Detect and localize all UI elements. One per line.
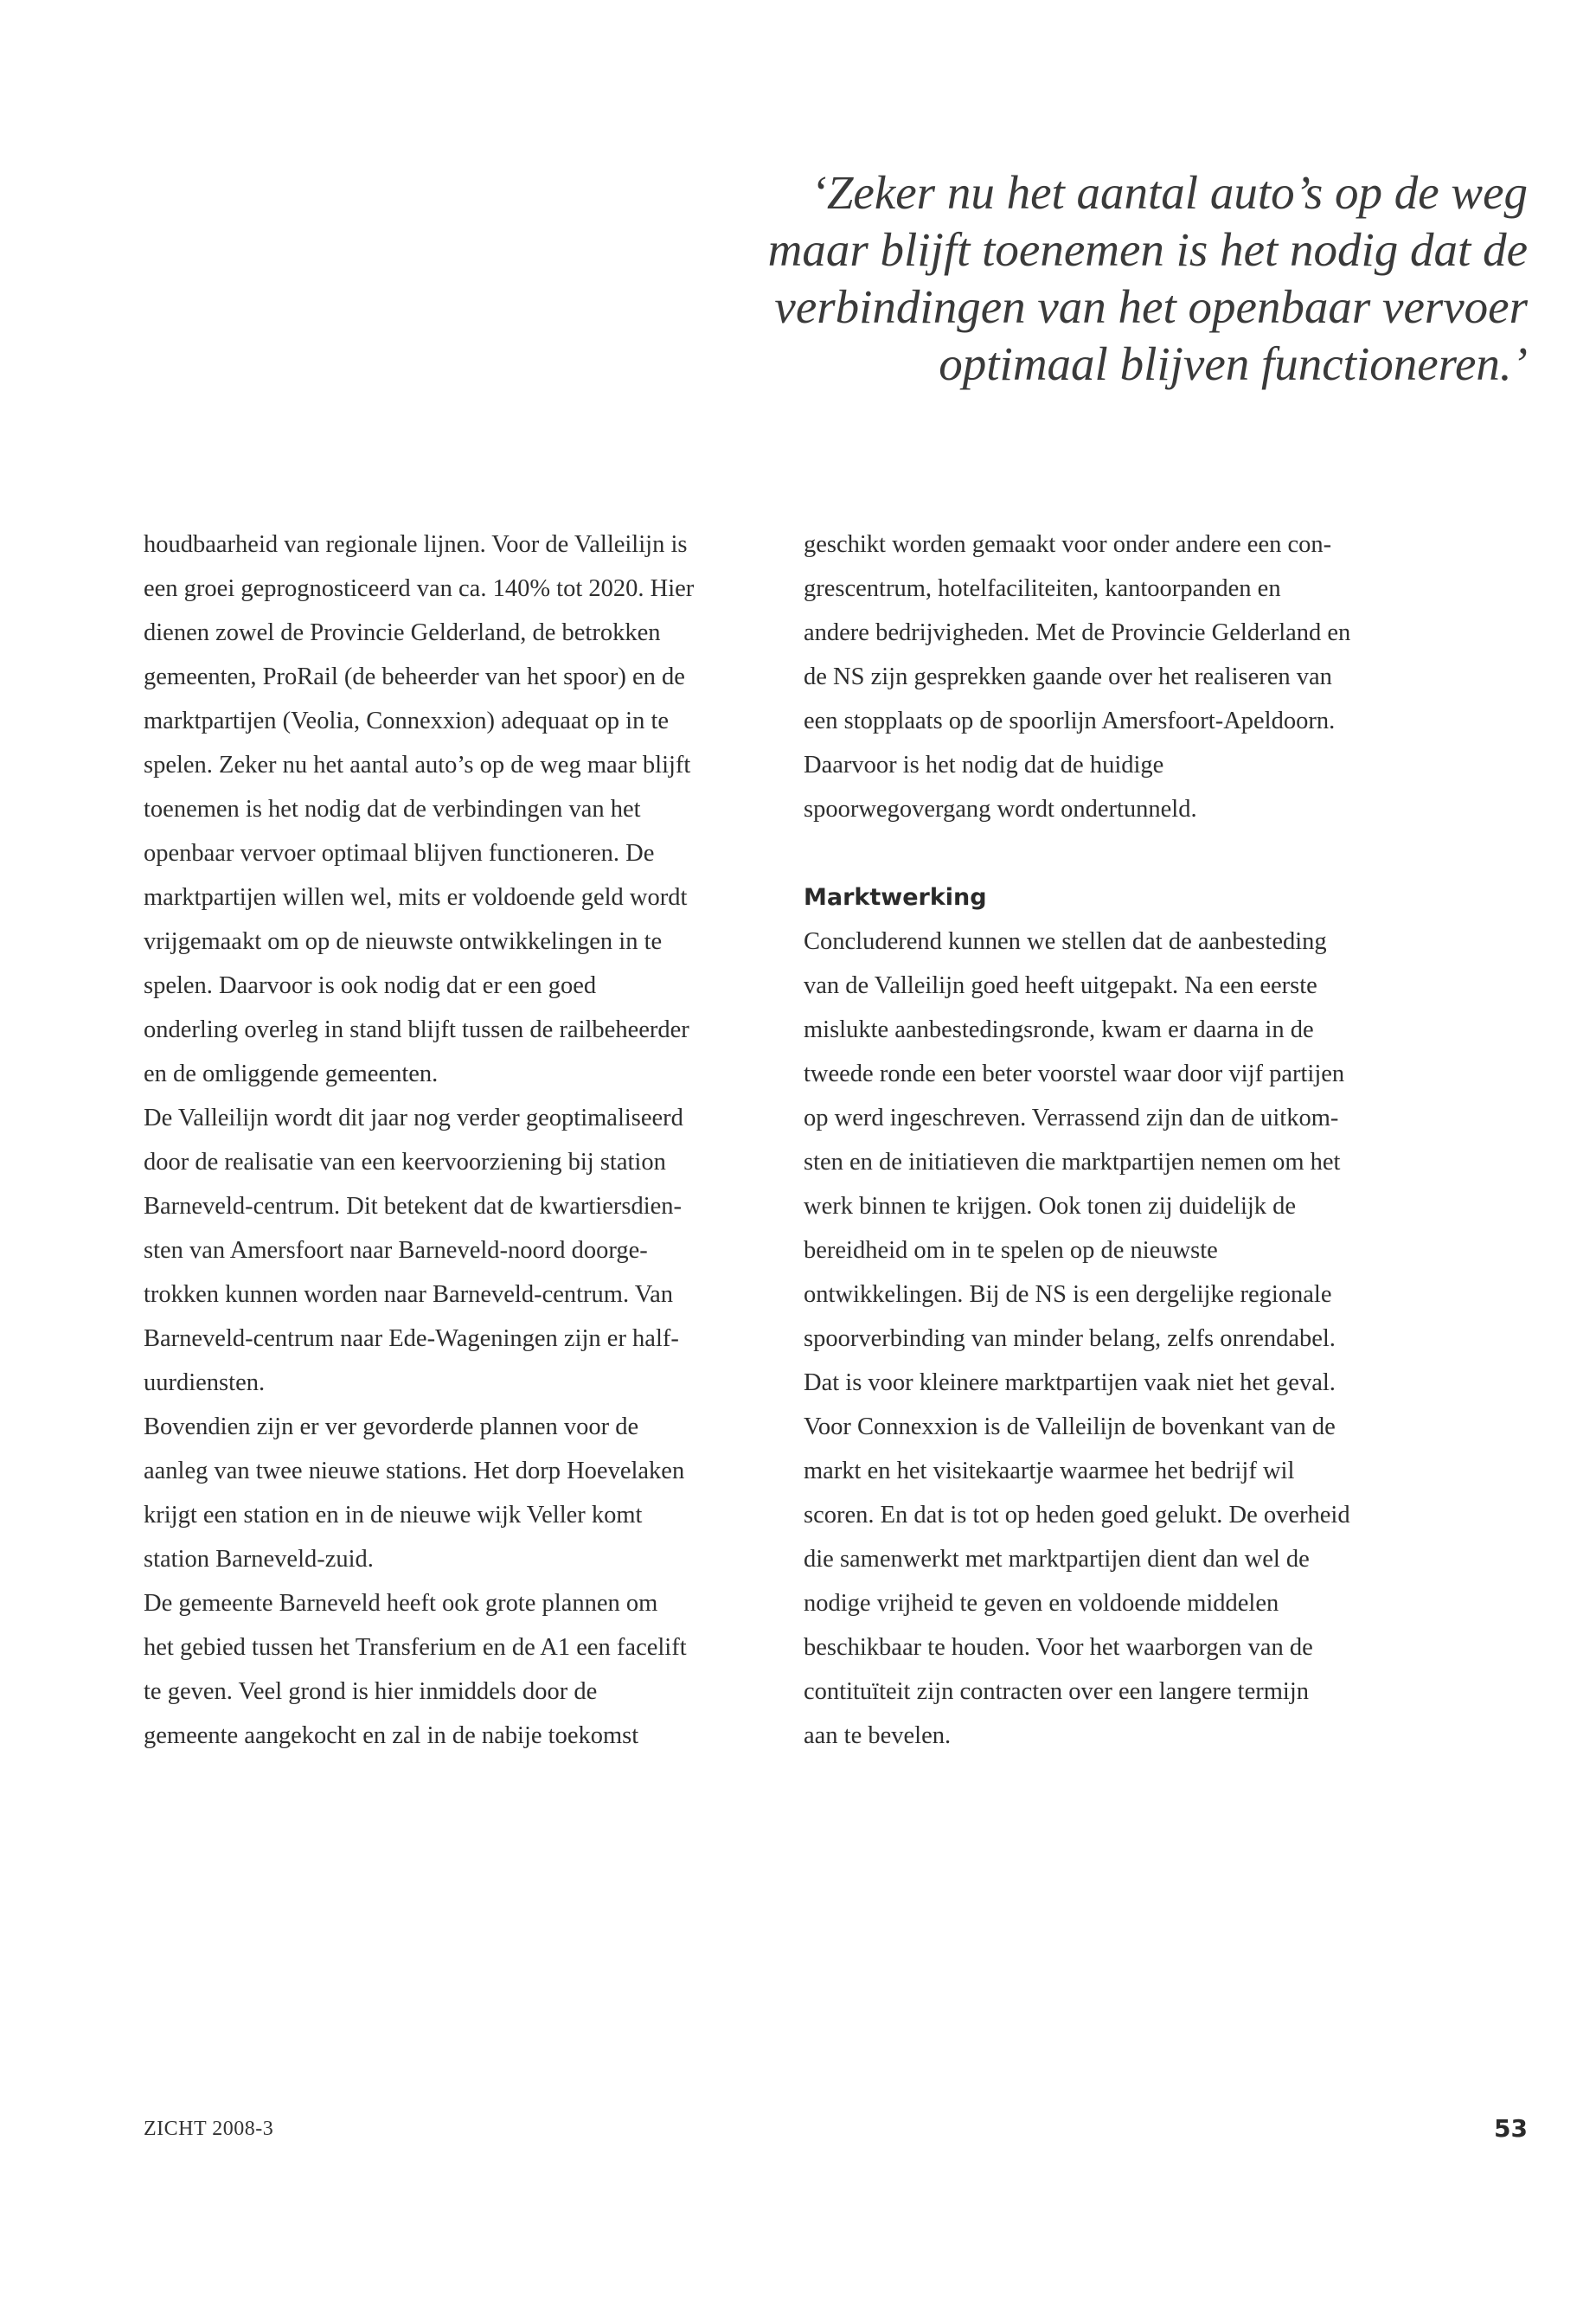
body-text-line: De Valleilijn wordt dit jaar nog verder geoptimaliseerd xyxy=(144,1105,683,1131)
body-text-line: Barneveld-centrum. Dit betekent dat de kwartiersdien- xyxy=(144,1193,683,1220)
body-text-line: dienen zowel de Provincie Gelderland, de betrokken xyxy=(144,619,661,646)
body-text-line: werk binnen te krijgen. Ook tonen zij duidelijk de xyxy=(804,1193,1297,1220)
pull-quote-line: optimaal blijven functioneren.’ xyxy=(939,337,1528,390)
section-spacer xyxy=(804,831,1409,875)
pull-quote-line: verbindingen van het openbaar vervoer xyxy=(774,280,1528,333)
body-text-line: grescentrum, hotelfaciliteiten, kantoorpanden en xyxy=(804,575,1281,602)
body-text-line: spoorwegovergang wordt ondertunneld. xyxy=(804,796,1197,823)
body-text-line: marktpartijen willen wel, mits er voldoende geld wordt xyxy=(144,884,688,911)
body-text-line: marktpartijen (Veolia, Connexxion) adequaat op in te xyxy=(144,708,670,734)
pull-quote xyxy=(749,164,1528,393)
body-text-line: beschikbaar te houden. Voor het waarborgen van de xyxy=(804,1634,1313,1661)
publication-footer: ZICHT 2008-3 xyxy=(144,2118,274,2140)
body-text-line: sten van Amersfoort naar Barneveld-noord doorge- xyxy=(144,1237,648,1264)
body-text-line: spelen. Zeker nu het aantal auto’s op de weg maar blijft xyxy=(144,752,691,779)
body-text-line: een groei geprognosticeerd van ca. 140% tot 2020. Hier xyxy=(144,575,695,602)
body-text-line: onderling overleg in stand blijft tussen de railbeheerder xyxy=(144,1016,689,1043)
body-text-line: die samenwerkt met marktpartijen dient dan wel de xyxy=(804,1546,1310,1573)
pull-quote-line: maar blijft toenemen is het nodig dat de xyxy=(767,223,1528,276)
body-text-line: op werd ingeschreven. Verrassend zijn dan de uitkom- xyxy=(804,1105,1339,1131)
body-text-line: geschikt worden gemaakt voor onder andere een con- xyxy=(804,531,1332,558)
body-text-line: tweede ronde een beter voorstel waar door vijf partijen xyxy=(804,1061,1345,1087)
body-text-line: aanleg van twee nieuwe stations. Het dorp Hoevelaken xyxy=(144,1458,685,1484)
body-text-line: mislukte aanbestedingsronde, kwam er daarna in de xyxy=(804,1016,1314,1043)
body-text-line: station Barneveld-zuid. xyxy=(144,1546,374,1573)
body-text-line: spelen. Daarvoor is ook nodig dat er een goed xyxy=(144,972,597,999)
section-heading: Marktwerking xyxy=(804,884,987,911)
body-text-line: andere bedrijvigheden. Met de Provincie Gelderland en xyxy=(804,619,1351,646)
body-text-line: een stopplaats op de spoorlijn Amersfoort-Apeldoorn. xyxy=(804,708,1336,734)
body-text-line: vrijgemaakt om op de nieuwste ontwikkelingen in te xyxy=(144,928,663,955)
body-text-line: sten en de initiatieven die marktpartijen nemen om het xyxy=(804,1149,1341,1176)
body-text-line: uurdiensten. xyxy=(144,1369,266,1396)
body-text-line: aan te bevelen. xyxy=(804,1722,952,1749)
body-text-line: houdbaarheid van regionale lijnen. Voor de Valleilijn is xyxy=(144,531,688,558)
body-text-line: en de omliggende gemeenten. xyxy=(144,1061,439,1087)
body-text-line: Voor Connexxion is de Valleilijn de bovenkant van de xyxy=(804,1413,1336,1440)
body-text-line: openbaar vervoer optimaal blijven functioneren. De xyxy=(144,840,655,867)
body-text-line: ontwikkelingen. Bij de NS is een dergelijke regionale xyxy=(804,1281,1332,1308)
body-text-line: contituïteit zijn contracten over een langere termijn xyxy=(804,1678,1309,1705)
body-text-line: bereidheid om in te spelen op de nieuwste xyxy=(804,1237,1218,1264)
body-text-line: te geven. Veel grond is hier inmiddels door de xyxy=(144,1678,598,1705)
pull-quote-line: ‘Zeker nu het aantal auto’s op de weg xyxy=(811,166,1528,219)
body-text-line: markt en het visitekaartje waarmee het bedrijf wil xyxy=(804,1458,1295,1484)
body-text-line: Bovendien zijn er ver gevorderde plannen voor de xyxy=(144,1413,639,1440)
body-text-line: de NS zijn gesprekken gaande over het realiseren van xyxy=(804,663,1332,690)
body-text-line: van de Valleilijn goed heeft uitgepakt. Na een eerste xyxy=(804,972,1317,999)
body-text-line: door de realisatie van een keervoorziening bij station xyxy=(144,1149,666,1176)
body-text-line: het gebied tussen het Transferium en de A1 een facelift xyxy=(144,1634,687,1661)
left-text-column xyxy=(144,522,749,1758)
body-text-line: De gemeente Barneveld heeft ook grote plannen om xyxy=(144,1590,658,1617)
right-text-column xyxy=(804,522,1409,1758)
body-text-line: spoorverbinding van minder belang, zelfs onrendabel. xyxy=(804,1325,1336,1352)
body-text-line: krijgt een station en in de nieuwe wijk Veller komt xyxy=(144,1502,643,1529)
body-text-line: scoren. En dat is tot op heden goed gelukt. De overheid xyxy=(804,1502,1350,1529)
body-text-line: Concluderend kunnen we stellen dat de aanbesteding xyxy=(804,928,1327,955)
body-text-line: trokken kunnen worden naar Barneveld-centrum. Van xyxy=(144,1281,674,1308)
body-text-line: toenemen is het nodig dat de verbindingen van het xyxy=(144,796,641,823)
body-text-line: nodige vrijheid te geven en voldoende middelen xyxy=(804,1590,1279,1617)
body-text-line: gemeente aangekocht en zal in de nabije toekomst xyxy=(144,1722,639,1749)
page-number: 53 xyxy=(1494,2114,1528,2143)
body-text-line: Barneveld-centrum naar Ede-Wageningen zijn er half- xyxy=(144,1325,679,1352)
body-text-line: Daarvoor is het nodig dat de huidige xyxy=(804,752,1164,779)
body-text-line: gemeenten, ProRail (de beheerder van het spoor) en de xyxy=(144,663,685,690)
body-text-line: Dat is voor kleinere marktpartijen vaak niet het geval. xyxy=(804,1369,1336,1396)
